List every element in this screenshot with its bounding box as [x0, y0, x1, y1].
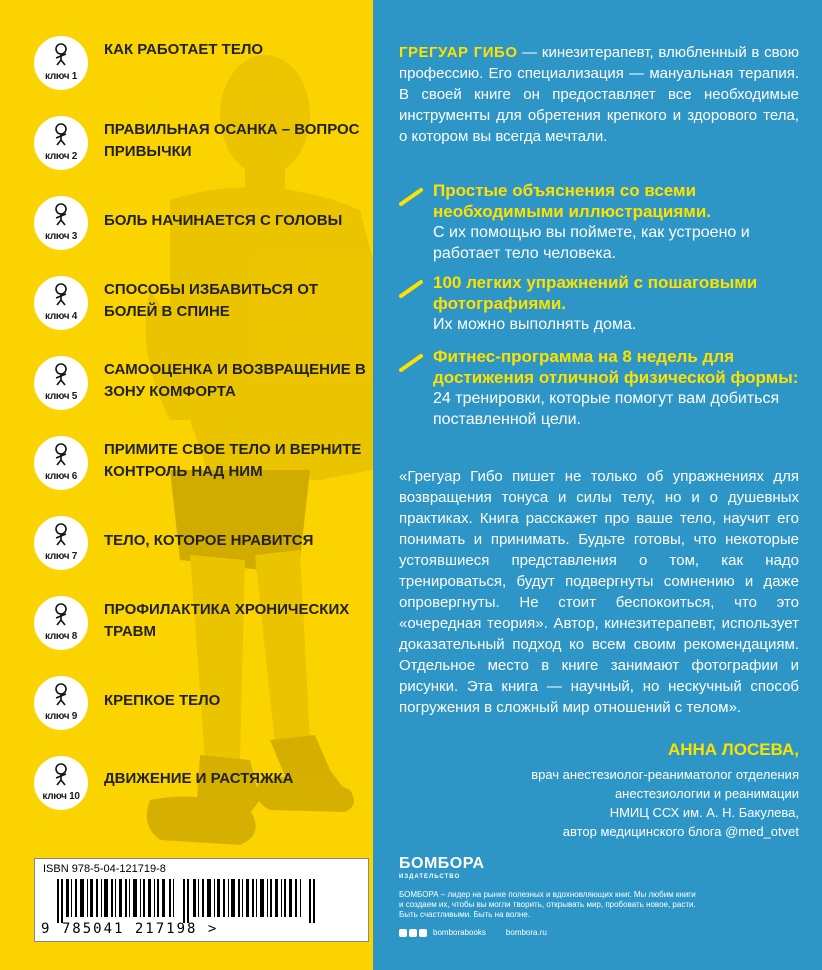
barcode [34, 858, 369, 942]
feature-title: Фитнес-программа на 8 недель для достижения отличной физической формы: [433, 347, 799, 387]
key-badge [34, 596, 88, 650]
key-item [34, 436, 364, 496]
key-item [34, 756, 364, 816]
key-label: ключ 3 [45, 231, 77, 242]
isbn-text: ISBN 978-5-04-121719-8 [43, 863, 166, 875]
feature-item [399, 346, 799, 430]
key-title: ПРАВИЛЬНАЯ ОСАНКА – ВОПРОС ПРИВЫЧКИ [104, 121, 360, 160]
key-title: КАК РАБОТАЕТ ТЕЛО [104, 41, 264, 58]
running-figure-icon [49, 202, 73, 226]
key-label: ключ 4 [45, 311, 77, 322]
key-badge [34, 356, 88, 410]
key-label: ключ 6 [45, 471, 77, 482]
running-figure-icon [49, 42, 73, 66]
key-item [34, 356, 364, 416]
key-item [34, 676, 364, 736]
ean-digits: 9 785041 217198 > [41, 921, 219, 937]
key-label: ключ 8 [45, 631, 77, 642]
publisher-logo: БОМБОРА [399, 855, 485, 872]
key-title: КРЕПКОЕ ТЕЛО [104, 692, 221, 709]
social-handle[interactable]: bomborabooks [433, 928, 486, 937]
vk-icon [399, 929, 407, 937]
feature-text: Их можно выполнять дома. [433, 316, 637, 333]
check-mark-icon [399, 352, 425, 374]
feature-item [399, 180, 799, 264]
running-figure-icon [49, 362, 73, 386]
key-title: БОЛЬ НАЧИНАЕТСЯ С ГОЛОВЫ [104, 212, 343, 229]
running-figure-icon [49, 682, 73, 706]
author-intro-text: — кинезитерапевт, влюбленный в свою профессию. Его специализация — мануальная терапия. В своей книге он предоставляет все необходимые инструменты для обретения крепкого и здорового тела, о котором вы всегда мечтали. [399, 44, 799, 145]
key-label: ключ 10 [42, 791, 80, 802]
running-figure-icon [49, 522, 73, 546]
key-badge [34, 436, 88, 490]
key-item [34, 116, 364, 176]
key-badge [34, 676, 88, 730]
facebook-icon [409, 929, 417, 937]
running-figure-icon [49, 122, 73, 146]
feature-item [399, 272, 799, 335]
author-intro [399, 42, 799, 147]
key-label: ключ 5 [45, 391, 77, 402]
instagram-icon [419, 929, 427, 937]
key-badge [34, 276, 88, 330]
publisher-subtitle: ИЗДАТЕЛЬСТВО [399, 874, 461, 880]
review-quote: «Грегуар Гибо пишет не только об упражнениях для возвращения тонуса и силы телу, но и о душевных практиках. Книга расскажет про ваше тело, научит его понимать и принимать. Будьте готовы, что некоторые устоявшиеся представления о том, как надо тренироваться, будут подвергнуты сомнению и даже опровергнуты. Не стоит беспокоиться, что это «очередная теория». Автор, кинезитерапевт, использует доказательный подход ко всем своим рекомендациям. Отдельное место в книге занимают фотографии и рисунки. Эта книга — научный, но нескучный способ погружения в сложный мир отношений с телом». [399, 468, 799, 716]
website-link[interactable]: bombora.ru [505, 928, 547, 937]
key-title: ПРИМИТЕ СВОЕ ТЕЛО И ВЕРНИТЕ КОНТРОЛЬ НАД НИМ [104, 441, 362, 480]
key-badge [34, 196, 88, 250]
review-author-role: врач анестезиолог-реаниматолог отделения анестезиологии и реанимации НМИЦ ССХ им. А. Н. Бакулева, автор медицинского блога @med_otvet [531, 767, 799, 839]
publisher-description: БОМБОРА – лидер на рынке полезных и вдохновляющих книг. Мы любим книги и создаем их, чтобы вы могли творить, открывать мир, пробовать новое, расти. Быть счастливыми. Быть на волне. [399, 890, 696, 919]
key-label: ключ 9 [45, 711, 77, 722]
barcode-bars [57, 879, 317, 923]
feature-title: 100 легких упражнений с пошаговыми фотографиями. [433, 273, 758, 313]
running-figure-icon [49, 282, 73, 306]
feature-text: С их помощью вы поймете, как устроено и работает тело человека. [433, 224, 750, 262]
author-name: ГРЕГУАР ГИБО [399, 44, 518, 61]
publisher-links [399, 928, 547, 937]
check-mark-icon [399, 186, 425, 208]
left-panel [0, 0, 373, 970]
feature-text: 24 тренировки, которые помогут вам добиться поставленной цели. [433, 390, 780, 428]
key-label: ключ 1 [45, 71, 77, 82]
key-item [34, 516, 364, 576]
key-item [34, 196, 364, 256]
key-title: ПРОФИЛАКТИКА ХРОНИЧЕСКИХ ТРАВМ [104, 601, 350, 640]
key-title: СПОСОБЫ ИЗБАВИТЬСЯ ОТ БОЛЕЙ В СПИНЕ [104, 281, 319, 320]
key-badge [34, 36, 88, 90]
running-figure-icon [49, 762, 73, 786]
key-label: ключ 2 [45, 151, 77, 162]
feature-title: Простые объяснения со всеми необходимыми иллюстрациями. [433, 181, 711, 221]
running-figure-icon [49, 602, 73, 626]
key-title: ДВИЖЕНИЕ И РАСТЯЖКА [104, 770, 294, 787]
key-badge [34, 516, 88, 570]
key-badge [34, 116, 88, 170]
key-title: САМООЦЕНКА И ВОЗВРАЩЕНИЕ В ЗОНУ КОМФОРТА [104, 361, 366, 400]
social-icons [399, 929, 427, 937]
key-label: ключ 7 [45, 551, 77, 562]
check-mark-icon [399, 278, 425, 300]
key-item [34, 596, 364, 656]
review-author: АННА ЛОСЕВА, [667, 740, 799, 759]
key-badge [34, 756, 88, 810]
key-item [34, 276, 364, 336]
running-figure-icon [49, 442, 73, 466]
key-item [34, 36, 364, 96]
key-title: ТЕЛО, КОТОРОЕ НРАВИТСЯ [104, 532, 314, 549]
right-panel [373, 0, 822, 970]
